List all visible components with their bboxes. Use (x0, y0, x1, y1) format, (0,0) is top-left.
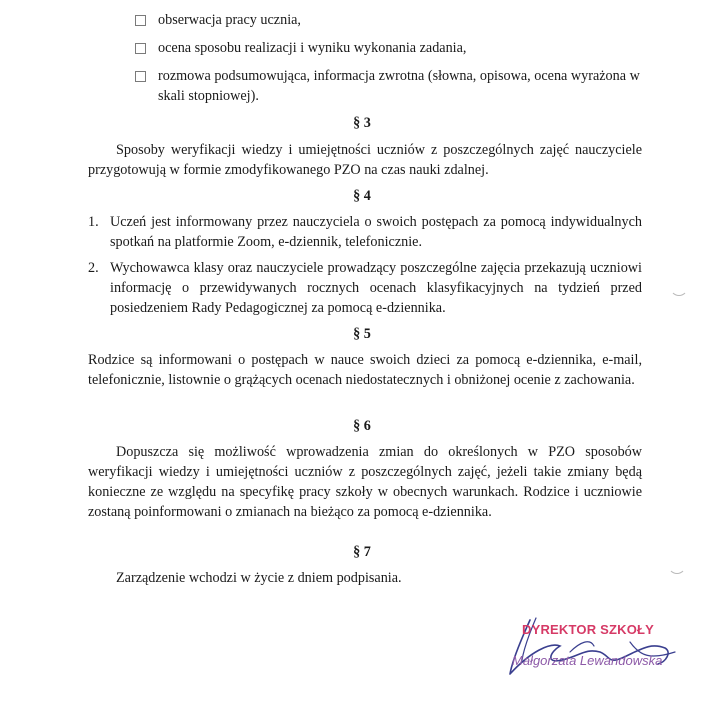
bullet-item (135, 10, 678, 30)
checkbox-bullet-icon (135, 43, 146, 54)
stamp-name: Małgorzata Lewandowska (512, 653, 663, 668)
bullet-item (135, 38, 678, 58)
bullet-text: obserwacja pracy ucznia, (158, 12, 301, 28)
stamp-title: DYREKTOR SZKOŁY (522, 622, 655, 637)
section-3-heading: § 3 (353, 115, 371, 131)
item-number: 1. (88, 214, 99, 230)
bullet-text: rozmowa podsumowująca, informacja zwrotna (słowna, opisowa, ocena wyrażona w skali stopniowej). (158, 68, 640, 104)
checkbox-bullet-icon (135, 15, 146, 26)
section-7-heading: § 7 (353, 544, 371, 560)
bullet-text: ocena sposobu realizacji i wyniku wykonania zadania, (158, 40, 467, 56)
section-6-text: Dopuszcza się możliwość wprowadzenia zmian do określonych w PZO sposobów weryfikacji wiedzy i umiejętności uczniów z poszczególnych zajęć, jeżeli takie zmiany będą konieczne ze względu na specyfikę pracy szkoły w obecnych warunkach. Rodzice i uczniowie zostaną poinformowani o zmianach na bieżąco za pomocą e-dziennika. (88, 444, 642, 520)
checkbox-bullet-icon (135, 71, 146, 82)
section-5-heading: § 5 (353, 326, 371, 342)
section-3-text: Sposoby weryfikacji wiedzy i umiejętności uczniów z poszczególnych zajęć nauczyciele przygotowują w formie zmodyfikowanego PZO na czas nauki zdalnej. (88, 142, 642, 178)
section-5-text: Rodzice są informowani o postępach w nauce swoich dzieci za pomocą e-dziennika, e-mail, telefonicznie, listownie o grążących ocenach niedostatecznych i obniżonej ocenie z zachowania. (88, 352, 642, 388)
item-text: Wychowawca klasy oraz nauczyciele prowadzący poszczególne zajęcia przekazują uczniowi informację o przewidywanych rocznych ocenach klasyfikacyjnych na tydzień przed posiedzeniem Rady Pedagogicznej za pomocą e-dziennika. (110, 260, 642, 316)
bullet-item (135, 66, 648, 106)
section-7-text: Zarządzenie wchodzi w życie z dniem podpisania. (116, 570, 402, 586)
item-text: Uczeń jest informowany przez nauczyciela o swoich postępach za pomocą indywidualnych spotkań na platformie Zoom, e-dziennik, telefonicznie. (110, 214, 642, 250)
section-4-heading: § 4 (353, 188, 371, 204)
scan-mark (670, 278, 688, 296)
section-4-item (88, 258, 642, 318)
section-6-heading: § 6 (353, 418, 371, 434)
scan-mark (668, 556, 686, 574)
item-number: 2. (88, 260, 99, 276)
section-4-item (88, 212, 642, 252)
